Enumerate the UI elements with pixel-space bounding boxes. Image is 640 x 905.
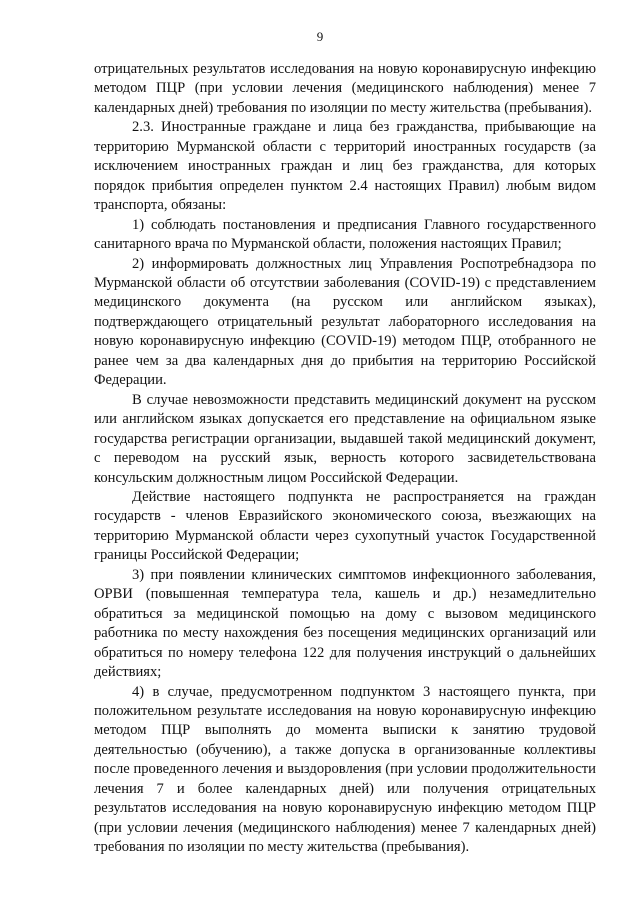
paragraph-7: 3) при появлении клинических симптомов инфекционного заболевания, ОРВИ (повышенная температура тела, кашель и др.) незамедлительно обратиться за медицинской помощью на дому с вызовом медицинского работника по месту нахождения без посещения медицинских организаций или обратиться по номеру телефона 122 для получения инструкций о дальнейших действиях; [94,566,596,681]
paragraph-4: 2) информировать должностных лиц Управления Роспотребнадзора по Мурманской области об отсутствии заболевания (COVID-19) с представлением медицинского документа (на русском или английском языках), подтверждающего отрицательный результат лабораторного исследования на новую коронавирусную инфекцию (COVID-19) методом ПЦР, отобранного не ранее чем за два календарных дня до прибытия на территорию Российской Федерации. [94,255,596,389]
paragraph-8: 4) в случае, предусмотренном подпунктом 3 настоящего пункта, при положительном результате исследования на новую коронавирусную инфекцию методом ПЦР выполнять до момента выписки к занятию трудовой деятельностью (обучению), а также допуска в организованные коллективы после проведенного лечения и выздоровления (при условии продолжительности лечения 7 и более календарных дней) или получения отрицательных результатов исследования на новую коронавирусную инфекцию методом ПЦР (при условии лечения (медицинского наблюдения) менее 7 календарных дней) требования по изоляции по месту жительства (пребывания). [94,683,596,856]
paragraph-3: 1) соблюдать постановления и предписания Главного государственного санитарного врача по Мурманской области, положения настоящих Правил; [94,216,596,253]
document-body [94,60,596,858]
paragraph-2: 2.3. Иностранные граждане и лица без гражданства, прибывающие на территорию Мурманской области с территорий иностранных государств (за исключением иностранных граждан и лиц без гражданства, для которых порядок прибытия определен пунктом 2.4 настоящих Правил) любым видом транспорта, обязаны: [94,119,596,214]
paragraph-6: Действие настоящего подпункта не распространяется на граждан государств - членов Евразийского экономического союза, въезжающих на территорию Мурманской области через сухопутный участок Государственной границы Российской Федерации; [94,488,596,564]
paragraph-1: отрицательных результатов исследования на новую коронавирусную инфекцию методом ПЦР (при условии лечения (медицинского наблюдения) менее 7 календарных дней) требования по изоляции по месту жительства (пребывания). [94,61,596,116]
paragraph-5: В случае невозможности представить медицинский документ на русском или английском языках допускается его представление на официальном языке государства регистрации организации, выдавшей такой медицинский документ, с переводом на русский язык, верность которого засвидетельствована консульским должностным лицом Российской Федерации. [94,391,596,486]
page-number: 9 [316,29,324,44]
